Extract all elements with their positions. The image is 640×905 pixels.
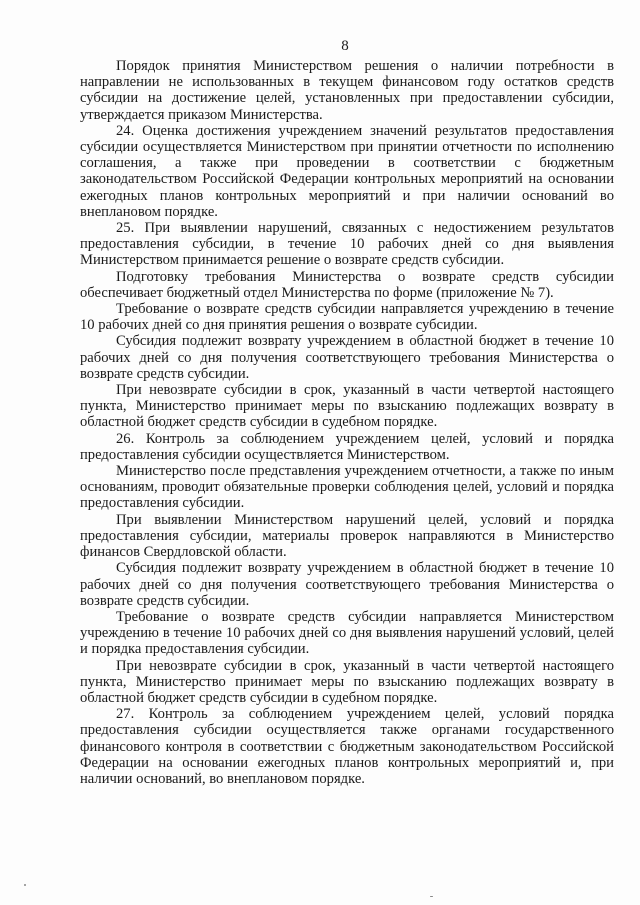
paragraph-subsidy-return: Субсидия подлежит возврату учреждением в областной бюджет в течение 10 рабочих дней со дня получения соответствующего требования Министерства о возврате средств субсидии.: [80, 333, 614, 382]
paragraph-requirement-sending: Требование о возврате средств субсидии направляется учреждению в течение 10 рабочих дней со дня принятия решения о возврате субсидии.: [80, 301, 614, 334]
scan-speck: [430, 896, 433, 897]
paragraph-non-return-recovery: При невозврате субсидии в срок, указанный в части четвертой настоящего пункта, Министерство принимает меры по взысканию подлежащих возврату в областной бюджет средств субсидии в судебном порядке.: [80, 382, 614, 431]
paragraph-24-results-assessment: 24. Оценка достижения учреждением значений результатов предоставления субсидии осуществляется Министерством при принятии отчетности по исполнению соглашения, а также при проведении в соответствии с бюджетным законодательством Российской Федерации контрольных мероприятий на основании ежегодных планов контрольных мероприятий и при наличии оснований во внеплановом порядке.: [80, 122, 614, 220]
paragraph-requirement-preparation: Подготовку требования Министерства о возврате средств субсидии обеспечивает бюджетный отдел Министерства по форме (приложение № 7).: [80, 268, 614, 301]
paragraph-violation-materials: При выявлении Министерством нарушений целей, условий и порядка предоставления субсидии, материалы проверок направляются в Министерство финансов Свердловской области.: [80, 511, 614, 561]
scan-speck: [24, 884, 26, 886]
paragraph-25-violations: 25. При выявлении нарушений, связанных с недостижением результатов предоставления субсидии, в течение 10 рабочих дней со дня выявления Министерством принимается решение о возврате средств субсидии.: [80, 220, 614, 269]
paragraph-subsidy-return-2: Субсидия подлежит возврату учреждением в областной бюджет в течение 10 рабочих дней со дня получения соответствующего требования Министерства о возврате средств субсидии.: [80, 560, 614, 609]
page-number: 8: [341, 38, 349, 54]
paragraph-budget-remainder-order: Порядок принятия Министерством решения о наличии потребности в направлении не использованных в текущем финансовом году остатков средств субсидии на достижение целей, установленных при предоставлении субсидии, утверждается приказом Министерства.: [80, 58, 614, 123]
paragraph-27-state-control: 27. Контроль за соблюдением учреждением целей, условий порядка предоставления субсидии осуществляется также органами государственного финансового контроля в соответствии с бюджетным законодательством Российской Федерации на основании ежегодных планов контрольных мероприятий и, при наличии оснований, во внеплановом порядке.: [80, 706, 614, 787]
paragraph-mandatory-checks: Министерство после представления учреждением отчетности, а также по иным основаниям, проводит обязательные проверки соблюдения целей, условий и порядка предоставления субсидии.: [80, 463, 614, 512]
paragraph-non-return-recovery-2: При невозврате субсидии в срок, указанный в части четвертой настоящего пункта, Министерство принимает меры по взысканию подлежащих возврату в областной бюджет средств субсидии в судебном порядке.: [80, 657, 614, 706]
paragraph-26-control: 26. Контроль за соблюдением учреждением целей, условий и порядка предоставления субсидии осуществляется Министерством.: [80, 430, 614, 463]
paragraph-requirement-sending-2: Требование о возврате средств субсидии направляется Министерством учреждению в течение 10 рабочих дней со дня выявления нарушений условий, целей и порядка предоставления субсидии.: [80, 608, 614, 658]
document-body: [80, 58, 614, 787]
